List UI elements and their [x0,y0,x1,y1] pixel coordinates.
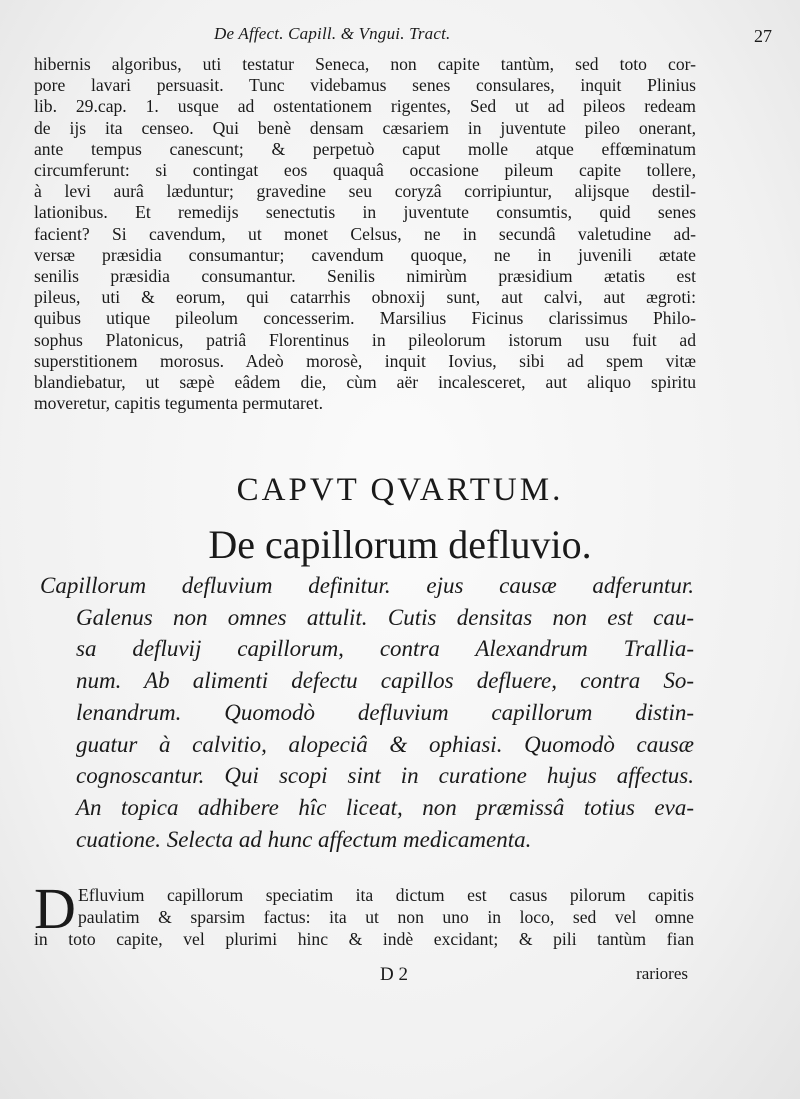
signature-mark: D 2 [380,964,408,985]
chapter-title: De capillorum defluvio. [208,522,592,567]
text-line: in toto capite, vel plurimi hinc & indè excidant; & pili tantùm fian [34,929,694,949]
text-line: à levi aurâ læduntur; gravedine seu coryzâ corripiuntur, alijsque destil- [34,181,696,202]
text-line: quibus utique pileolum concesserim. Marsilius Ficinus clarissimus Philo- [34,308,696,329]
summary-line: num. Ab alimenti defectu capillos defluere, contra So- [76,668,694,694]
text-line: hibernis algoribus, uti testatur Seneca, non capite tantùm, sed toto cor- [34,54,696,74]
text-line: paulatim & sparsim factus: ita ut non uno in loco, sed vel omne [78,907,694,927]
summary-line: Capillorum defluvium definitur. ejus causæ adferuntur. [40,573,694,598]
text-line: pore lavari persuasit. Tunc videbamus senes consulares, inquit Plinius [34,75,696,96]
catchword: rariores [636,964,688,983]
summary-line: lenandrum. Quomodò defluvium capillorum distin- [76,699,694,725]
text-line: moveretur, capitis tegumenta permutaret. [34,393,323,414]
page-header [34,22,776,52]
text-line: circumferunt: si contingat eos quaquâ occasione pileum capite tollere, [34,160,696,181]
text-line: de ijs ita censeo. Qui benè densam cæsariem in juventute pileo onerant, [34,117,696,138]
page-number: 27 [754,26,772,46]
text-line: facient? Si cavendum, ut monet Celsus, ne in secundâ valetudine ad- [34,223,696,244]
text-line: sophus Platonicus, patriâ Florentinus in pileolorum istorum usu fuit ad [34,329,696,350]
text-line: Efluvium capillorum speciatim ita dictum est casus pilorum capitis [78,885,694,905]
text-line: blandiebatur, ut sæpè eâdem die, cùm aër incalesceret, aut aliquo spiritu [34,372,696,393]
text-line: superstitionem morosus. Adeò morosè, inquit Iovius, sibi ad spem vitæ [34,350,696,371]
text-line: versæ præsidia consumantur; cavendum quoque, ne in juvenili ætate [34,244,696,265]
summary-line: cuatione. Selecta ad hunc affectum medicamenta. [76,826,532,852]
summary-line: cognoscantur. Qui scopi sint in curatione hujus affectus. [76,763,694,789]
opening-paragraph [34,876,694,950]
summary-line: An topica adhibere hîc liceat, non præmissâ totius eva- [76,794,694,820]
chapter-summary [40,570,694,855]
text-line: lib. 29.cap. 1. usque ad ostentationem rigentes, Sed ut ad pileos redeam [34,96,696,117]
text-line: senilis præsidia consumantur. Senilis nimirùm præsidium ætatis est [34,266,696,287]
chapter-heading: CAPVT QVARTUM. [236,472,564,508]
running-head: De Affect. Capill. & Vngui. Tract. [214,24,451,43]
body-text [34,54,696,414]
text-line: pileus, uti & eorum, qui catarrhis obnoxij sunt, aut calvi, aut ægroti: [34,287,696,308]
summary-line: guatur à calvitio, alopeciâ & ophiasi. Quomodò causæ [76,731,694,757]
summary-line: Galenus non omnes attulit. Cutis densitas non est cau- [76,604,694,630]
drop-cap: D [34,876,76,941]
text-line: ante tempus canescunt; & perpetuò caput molle atque effœminatum [34,138,696,159]
text-line: lationibus. Et remedijs senectutis in juventute consumtis, quid senes [34,202,696,223]
summary-line: sa defluvij capillorum, contra Alexandrum Trallia- [76,636,694,662]
